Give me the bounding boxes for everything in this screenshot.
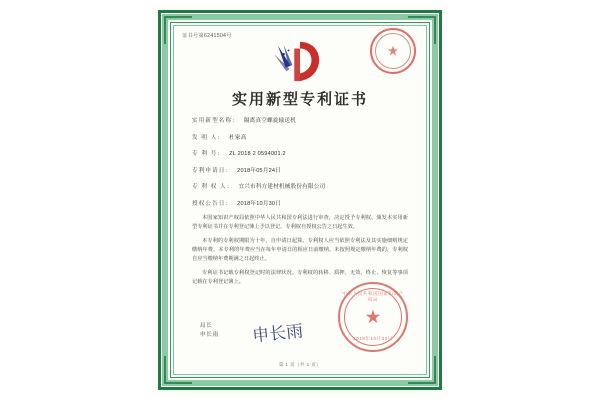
field-value: 2018年05月24日 <box>237 167 282 174</box>
certificate-title: 实用新型专利证书 <box>231 90 368 108</box>
field-value: 杜家高 <box>229 134 247 141</box>
patent-office-emblem-icon <box>271 38 329 84</box>
field-value: 隔离真空螺旋输送机 <box>243 118 297 124</box>
signer-name: 申长雨 <box>200 332 220 338</box>
field-label: 实用新型名称： <box>192 118 239 124</box>
certificate-page <box>152 4 448 396</box>
signer-title: 局长 <box>200 323 213 329</box>
field-value: 宜兴市科方建材机械股份有限公司 <box>238 184 326 190</box>
field-row <box>192 133 408 141</box>
field-row <box>192 182 408 190</box>
official-seal-top-text: 中华人民共和国国家知识产权局 <box>342 291 404 302</box>
field-value: ZL 2018 2 0594001.2 <box>229 151 286 157</box>
top-red-seal-icon <box>370 28 416 74</box>
page-footer: 第 1 页（共 1 页） <box>278 362 322 367</box>
field-row <box>192 116 408 124</box>
field-label: 授权公告日： <box>192 200 233 207</box>
body-paragraph: 本专利的专利权期限为十年，自申请日起算。专利权人应当依照专利法及其实施细则规定缴纳年费。本专利的年费应当在每年申请日的相应日前缴纳。未按照规定缴纳年费的，专利权自应当缴纳年费期满之日起终止。 <box>192 238 408 262</box>
certificate-body-text <box>192 214 408 292</box>
field-value: 2018年10月30日 <box>237 200 282 207</box>
field-row <box>192 199 408 207</box>
field-label: 专利申请日： <box>192 167 233 174</box>
field-row <box>192 166 408 174</box>
signer-block <box>200 322 219 340</box>
field-list <box>192 116 408 215</box>
certificate-number: 证书号第6241504号 <box>182 33 232 39</box>
official-round-seal-icon <box>338 282 408 352</box>
handwritten-signature: 申长雨 <box>251 321 305 347</box>
body-paragraph: 本国家知识产权局依照中华人民共和国专利法进行审查，决定授予专利权，颁发本实用新型专利证书并在专利登记簿上予以登记。专利权自授权公告之日起生效。 <box>192 215 408 230</box>
top-red-seal-ring <box>375 33 411 69</box>
field-label: 专 利 权 人： <box>192 184 234 190</box>
official-seal-date-text: 2018年10月30日 <box>353 336 393 341</box>
field-label: 专 利 号： <box>192 151 225 157</box>
certificate-content <box>178 30 422 370</box>
field-row <box>192 149 408 157</box>
field-label: 发 明 人： <box>192 134 225 141</box>
body-paragraph: 专利证书记载专利权登记时的法律状况。专利权的转移、质押、无效、终止、恢复等事项记载在专利登记簿上。 <box>192 270 408 285</box>
